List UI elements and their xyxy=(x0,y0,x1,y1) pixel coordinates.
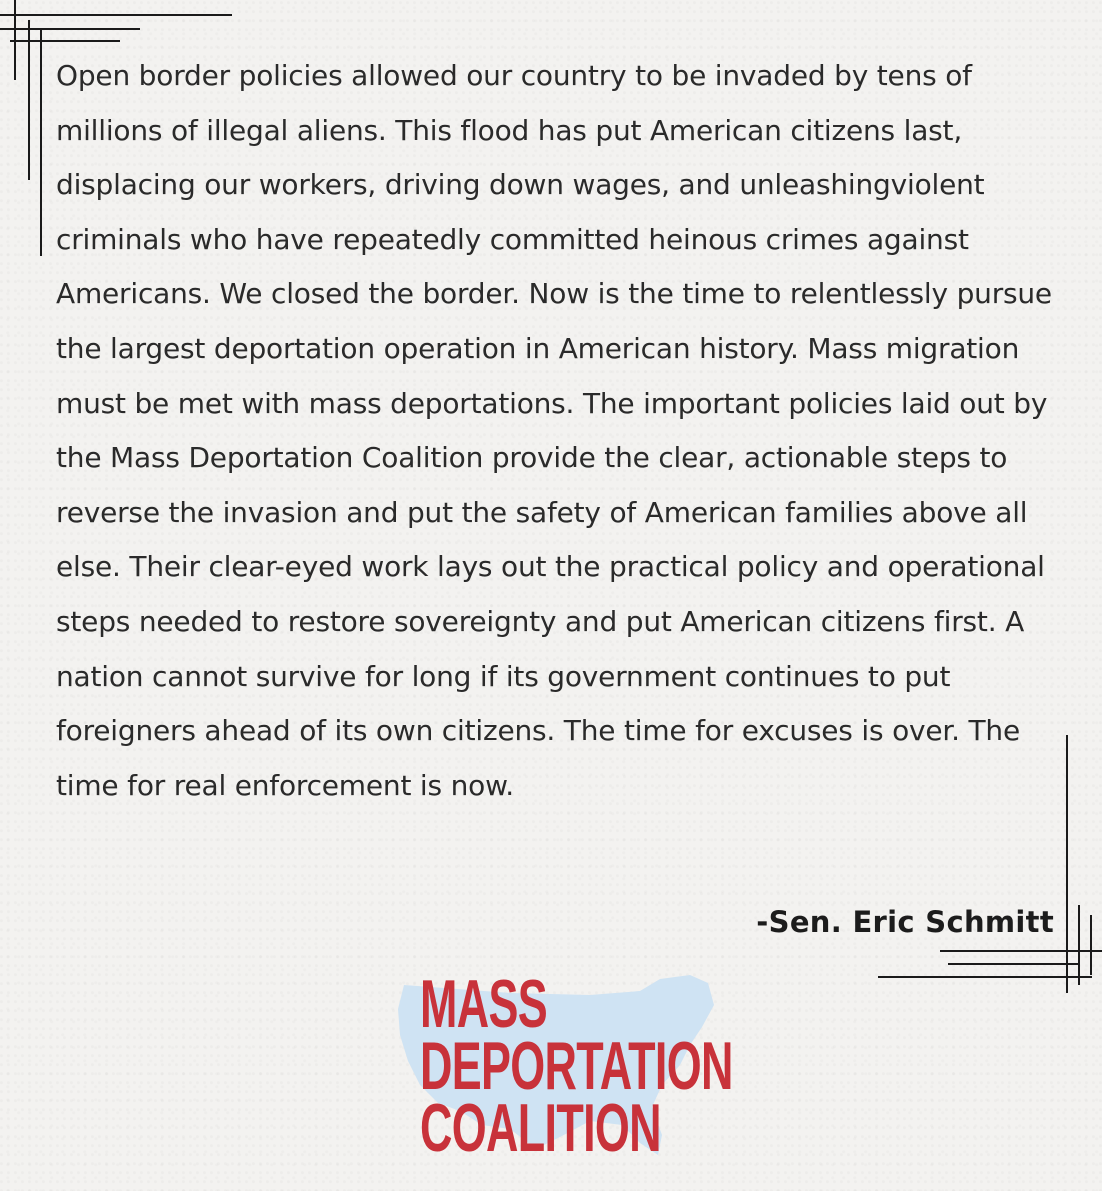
quote-attribution: -Sen. Eric Schmitt xyxy=(756,905,1054,939)
logo-line-3: COALITION xyxy=(420,1090,661,1166)
mass-deportation-coalition-logo xyxy=(390,965,733,1175)
quote-body: Open border policies allowed our country to be invaded by tens of millions of illegal aliens. This flood has put American citizens last, displacing our workers, driving down wages, and unleashingviolent criminals who have repeatedly committed heinous crimes against Americans. We closed the border. Now is the time to relentlessly pursue the largest deportation operation in American history. Mass migration must be met with mass deportations. The important policies laid out by the Mass Deportation Coalition provide the clear, actionable steps to reverse the invasion and put the safety of American families above all else. Their clear-eyed work lays out the practical policy and operational steps needed to restore sovereignty and put American citizens first. A nation cannot survive for long if its government continues to put foreigners ahead of its own citizens. The time for excuses is over. The time for real enforcement is now. xyxy=(56,59,1052,802)
logo-line-2: DEPORTATION xyxy=(420,1028,733,1104)
logo-line-1: MASS xyxy=(420,966,548,1042)
